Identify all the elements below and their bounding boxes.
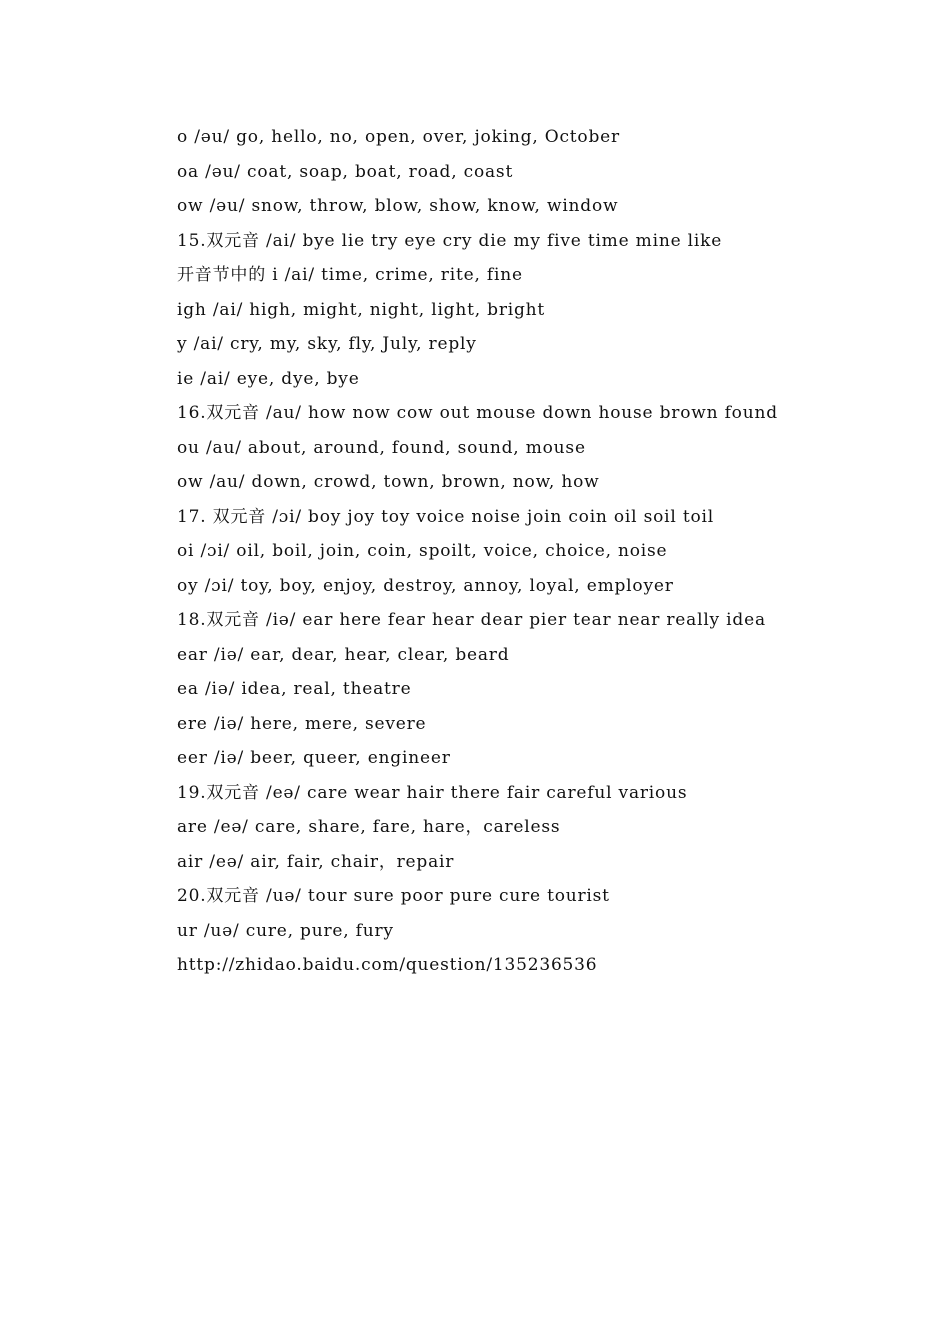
text-line-open-syllable-i: 开音节中的 i /ai/ time, crime, rite, fine xyxy=(177,265,523,285)
section-heading-17: 17. 双元音 /ɔi/ boy joy toy voice noise join coin oil soil toil xyxy=(177,506,714,527)
section-heading-16: 16.双元音 /au/ how now cow out mouse down house brown found xyxy=(177,403,778,423)
text-line-air: air /eə/ air, fair, chair，repair xyxy=(177,851,455,872)
text-line-y: y /ai/ cry, my, sky, fly, July, reply xyxy=(177,334,477,354)
text-line-ow-ou: ow /əu/ snow, throw, blow, show, know, window xyxy=(177,196,619,216)
text-line-igh: igh /ai/ high, might, night, light, bright xyxy=(177,299,546,320)
section-heading-15: 15.双元音 /ai/ bye lie try eye cry die my five time mine like xyxy=(177,230,723,251)
text-line-ou: ou /au/ about, around, found, sound, mouse xyxy=(177,437,586,458)
text-line-ea: ea /iə/ idea, real, theatre xyxy=(177,679,412,699)
section-heading-18: 18.双元音 /iə/ ear here fear hear dear pier tear near really idea xyxy=(177,610,766,630)
source-url: http://zhidao.baidu.com/question/135236536 xyxy=(177,955,598,975)
text-line-are: are /eə/ care, share, fare, hare，careless xyxy=(177,817,561,837)
text-line-ow-au: ow /au/ down, crowd, town, brown, now, how xyxy=(177,472,600,492)
text-line-oa: oa /əu/ coat, soap, boat, road, coast xyxy=(177,161,514,182)
text-line-oy: oy /ɔi/ toy, boy, enjoy, destroy, annoy, loyal, employer xyxy=(177,575,674,596)
text-line-ur: ur /uə/ cure, pure, fury xyxy=(177,920,394,941)
section-heading-19: 19.双元音 /eə/ care wear hair there fair careful various xyxy=(177,782,688,803)
text-line-ear: ear /iə/ ear, dear, hear, clear, beard xyxy=(177,644,510,665)
document-body xyxy=(177,120,917,983)
text-line-eer: eer /iə/ beer, queer, engineer xyxy=(177,748,451,768)
text-line-o: o /əu/ go, hello, no, open, over, joking, October xyxy=(177,127,620,147)
text-line-ie: ie /ai/ eye, dye, bye xyxy=(177,368,360,389)
text-line-ere: ere /iə/ here, mere, severe xyxy=(177,713,427,734)
text-line-oi: oi /ɔi/ oil, boil, join, coin, spoilt, voice, choice, noise xyxy=(177,541,668,561)
section-heading-20: 20.双元音 /uə/ tour sure poor pure cure tourist xyxy=(177,886,610,906)
